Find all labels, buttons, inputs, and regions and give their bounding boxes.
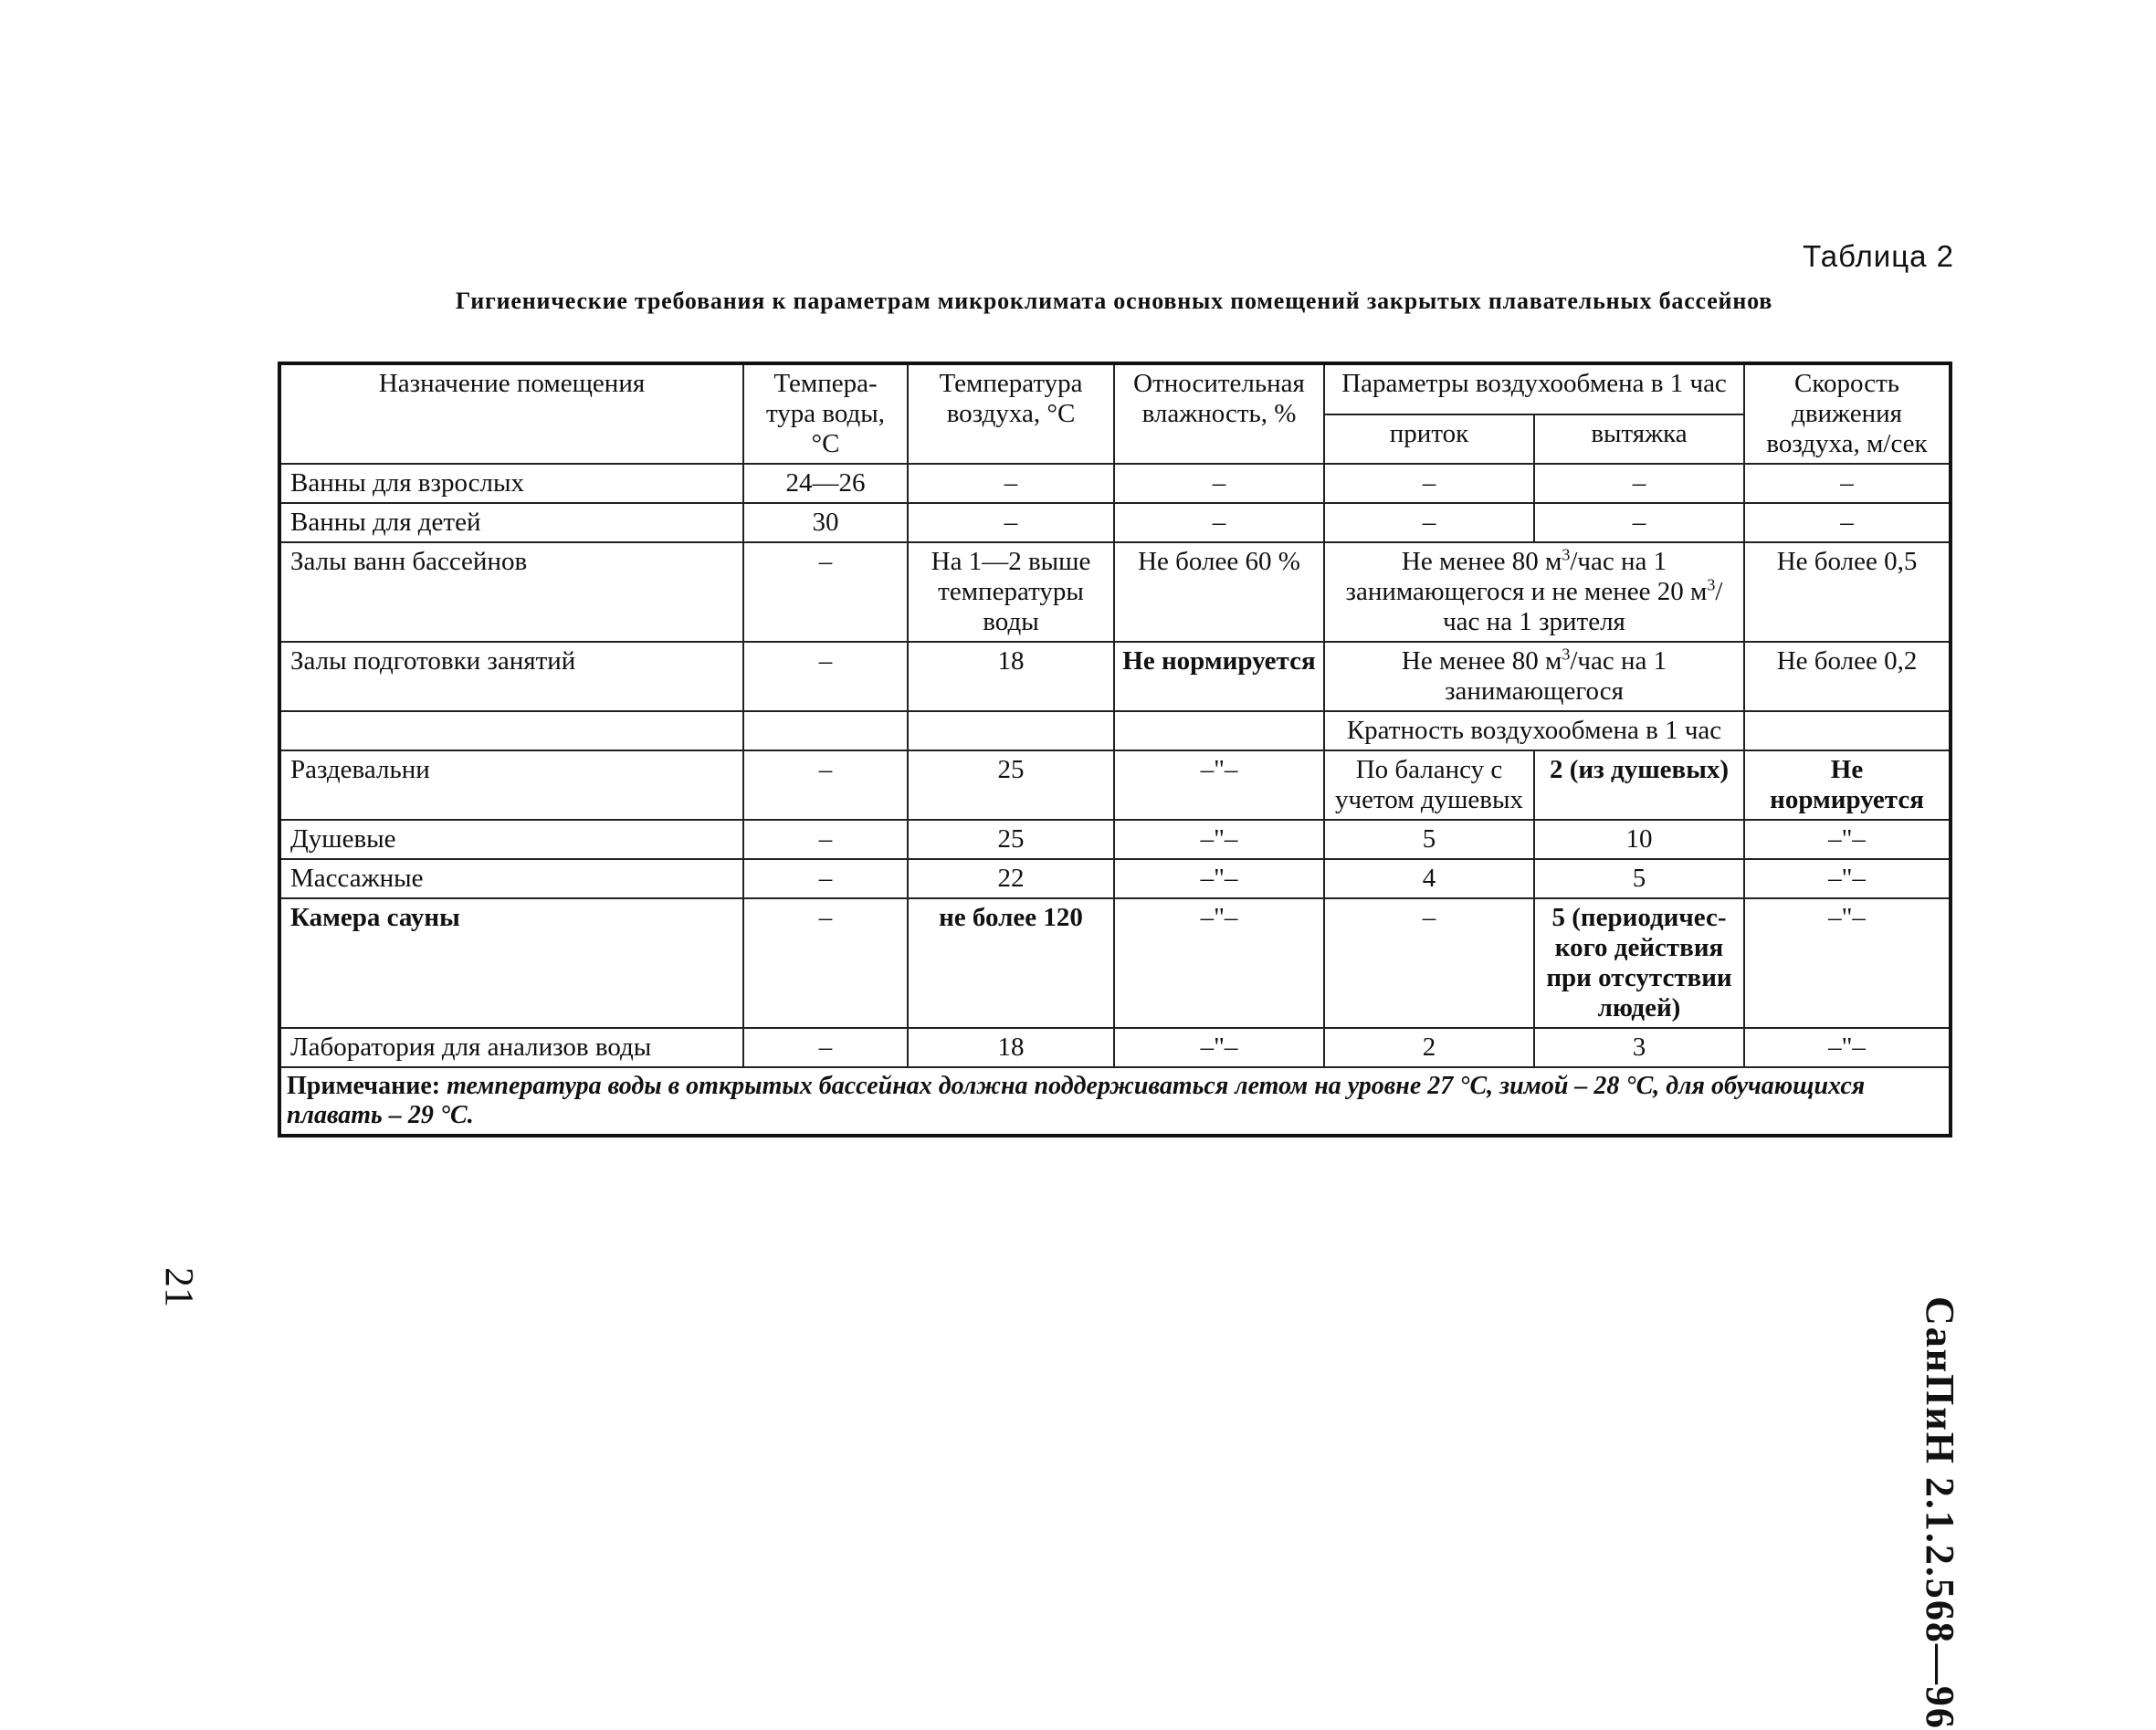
water-temp-cell: – bbox=[743, 542, 908, 642]
air-speed-cell: Не более 0,2 bbox=[1744, 642, 1951, 711]
air-temp-cell: – bbox=[908, 503, 1114, 542]
exchange-rate-subheader: Кратность воздухообмена в 1 час bbox=[1324, 711, 1744, 750]
humidity-cell: Не нормируется bbox=[1114, 642, 1324, 711]
header-row bbox=[279, 363, 1951, 414]
exhaust-cell: 5 bbox=[1534, 859, 1744, 898]
header-water-temp: Темпера-тура воды, °С bbox=[743, 363, 908, 464]
exchange-text: /час на 1 занимающегося и не менее 20 м bbox=[1345, 547, 1708, 606]
table-row bbox=[279, 820, 1951, 859]
exchange-text: /час на 1 занимающегося bbox=[1445, 646, 1667, 706]
humidity-cell: –"– bbox=[1114, 1028, 1324, 1067]
supply-cell: 2 bbox=[1324, 1028, 1534, 1067]
room-name: Залы подготовки занятий bbox=[279, 642, 743, 711]
water-temp-cell: – bbox=[743, 859, 908, 898]
table-row bbox=[279, 503, 1951, 542]
exhaust-cell: 10 bbox=[1534, 820, 1744, 859]
page-number: 21 bbox=[157, 1267, 202, 1307]
header-air-exchange: Параметры воздухообмена в 1 час bbox=[1324, 363, 1744, 414]
note-cell bbox=[279, 1067, 1951, 1136]
table-row bbox=[279, 859, 1951, 898]
supply-cell: По балансу с учетом душевых bbox=[1324, 750, 1534, 820]
air-temp-cell: 25 bbox=[908, 750, 1114, 820]
air-speed-cell: –"– bbox=[1744, 859, 1951, 898]
exchange-superscript: 3 bbox=[1562, 545, 1571, 564]
exhaust-cell: 2 (из душевых) bbox=[1534, 750, 1744, 820]
air-speed-cell: – bbox=[1744, 503, 1951, 542]
room-name: Массажные bbox=[279, 859, 743, 898]
empty-cell bbox=[1114, 711, 1324, 750]
note-text: температура воды в открытых бассейнах должна поддерживаться летом на уровне 27 °С, зимой – 28 °С, для обучающихся плавать – 29 °С. bbox=[287, 1072, 1866, 1129]
microclimate-table bbox=[278, 362, 1952, 1138]
note-label: Примечание: bbox=[287, 1072, 441, 1100]
exhaust-cell: 3 bbox=[1534, 1028, 1744, 1067]
air-speed-cell: –"– bbox=[1744, 1028, 1951, 1067]
humidity-cell: –"– bbox=[1114, 750, 1324, 820]
humidity-cell: – bbox=[1114, 503, 1324, 542]
exchange-text: Не менее 80 м bbox=[1401, 646, 1562, 676]
air-temp-cell: не более 120 bbox=[908, 898, 1114, 1028]
header-air-temp: Температура воздуха, °С bbox=[908, 363, 1114, 464]
water-temp-cell: – bbox=[743, 642, 908, 711]
table-row bbox=[279, 898, 1951, 1028]
empty-cell bbox=[1744, 711, 1951, 750]
table-row bbox=[279, 750, 1951, 820]
exchange-superscript: 3 bbox=[1707, 575, 1716, 594]
air-temp-cell: 22 bbox=[908, 859, 1114, 898]
header-room: Назначение помещения bbox=[279, 363, 743, 464]
air-temp-cell: 18 bbox=[908, 642, 1114, 711]
water-temp-cell: – bbox=[743, 1028, 908, 1067]
subheader-row bbox=[279, 711, 1951, 750]
header-supply: приток bbox=[1324, 414, 1534, 464]
air-speed-cell: Не более 0,5 bbox=[1744, 542, 1951, 642]
supply-cell: – bbox=[1324, 503, 1534, 542]
air-exchange-cell bbox=[1324, 642, 1744, 711]
exhaust-cell: – bbox=[1534, 464, 1744, 503]
humidity-cell: Не более 60 % bbox=[1114, 542, 1324, 642]
table-caption: Гигиенические требования к параметрам микроклимата основных помещений закрытых плавательных бассейнов bbox=[455, 288, 1773, 314]
supply-cell: – bbox=[1324, 898, 1534, 1028]
humidity-cell: –"– bbox=[1114, 859, 1324, 898]
room-name: Раздевальни bbox=[279, 750, 743, 820]
air-temp-cell: 18 bbox=[908, 1028, 1114, 1067]
table-row bbox=[279, 464, 1951, 503]
empty-cell bbox=[279, 711, 743, 750]
note-row bbox=[279, 1067, 1951, 1136]
empty-cell bbox=[743, 711, 908, 750]
exchange-text: /час на 1 зрителя bbox=[1443, 577, 1723, 636]
air-speed-cell: –"– bbox=[1744, 820, 1951, 859]
header-humidity: Относительная влажность, % bbox=[1114, 363, 1324, 464]
supply-cell: 4 bbox=[1324, 859, 1534, 898]
water-temp-cell: – bbox=[743, 750, 908, 820]
table-row bbox=[279, 642, 1951, 711]
exchange-superscript: 3 bbox=[1562, 645, 1571, 664]
exhaust-cell: 5 (периодичес-кого действия при отсутствии людей) bbox=[1534, 898, 1744, 1028]
room-name: Лаборатория для анализов воды bbox=[279, 1028, 743, 1067]
header-exhaust: вытяжка bbox=[1534, 414, 1744, 464]
water-temp-cell: 24—26 bbox=[743, 464, 908, 503]
room-name: Залы ванн бассейнов bbox=[279, 542, 743, 642]
exchange-text: Не менее 80 м bbox=[1401, 547, 1562, 576]
air-temp-cell: 25 bbox=[908, 820, 1114, 859]
water-temp-cell: – bbox=[743, 820, 908, 859]
water-temp-cell: – bbox=[743, 898, 908, 1028]
air-temp-cell: – bbox=[908, 464, 1114, 503]
room-name: Ванны для детей bbox=[279, 503, 743, 542]
air-speed-cell: –"– bbox=[1744, 898, 1951, 1028]
air-speed-cell: Не нормируется bbox=[1744, 750, 1951, 820]
humidity-cell: –"– bbox=[1114, 820, 1324, 859]
air-exchange-cell bbox=[1324, 542, 1744, 642]
supply-cell: 5 bbox=[1324, 820, 1534, 859]
humidity-cell: – bbox=[1114, 464, 1324, 503]
supply-cell: – bbox=[1324, 464, 1534, 503]
table-number-label: Таблица 2 bbox=[1803, 239, 1954, 273]
table-row bbox=[279, 1028, 1951, 1067]
exhaust-cell: – bbox=[1534, 503, 1744, 542]
air-temp-cell: На 1—2 выше температуры воды bbox=[908, 542, 1114, 642]
table-row bbox=[279, 542, 1951, 642]
empty-cell bbox=[908, 711, 1114, 750]
room-name: Ванны для взрослых bbox=[279, 464, 743, 503]
header-air-speed: Скорость движения воздуха, м/сек bbox=[1744, 363, 1951, 464]
water-temp-cell: 30 bbox=[743, 503, 908, 542]
room-name: Камера сауны bbox=[279, 898, 743, 1028]
humidity-cell: –"– bbox=[1114, 898, 1324, 1028]
document-code: СанПиН 2.1.2.568—96 bbox=[1918, 1296, 1962, 1730]
air-speed-cell: – bbox=[1744, 464, 1951, 503]
room-name: Душевые bbox=[279, 820, 743, 859]
